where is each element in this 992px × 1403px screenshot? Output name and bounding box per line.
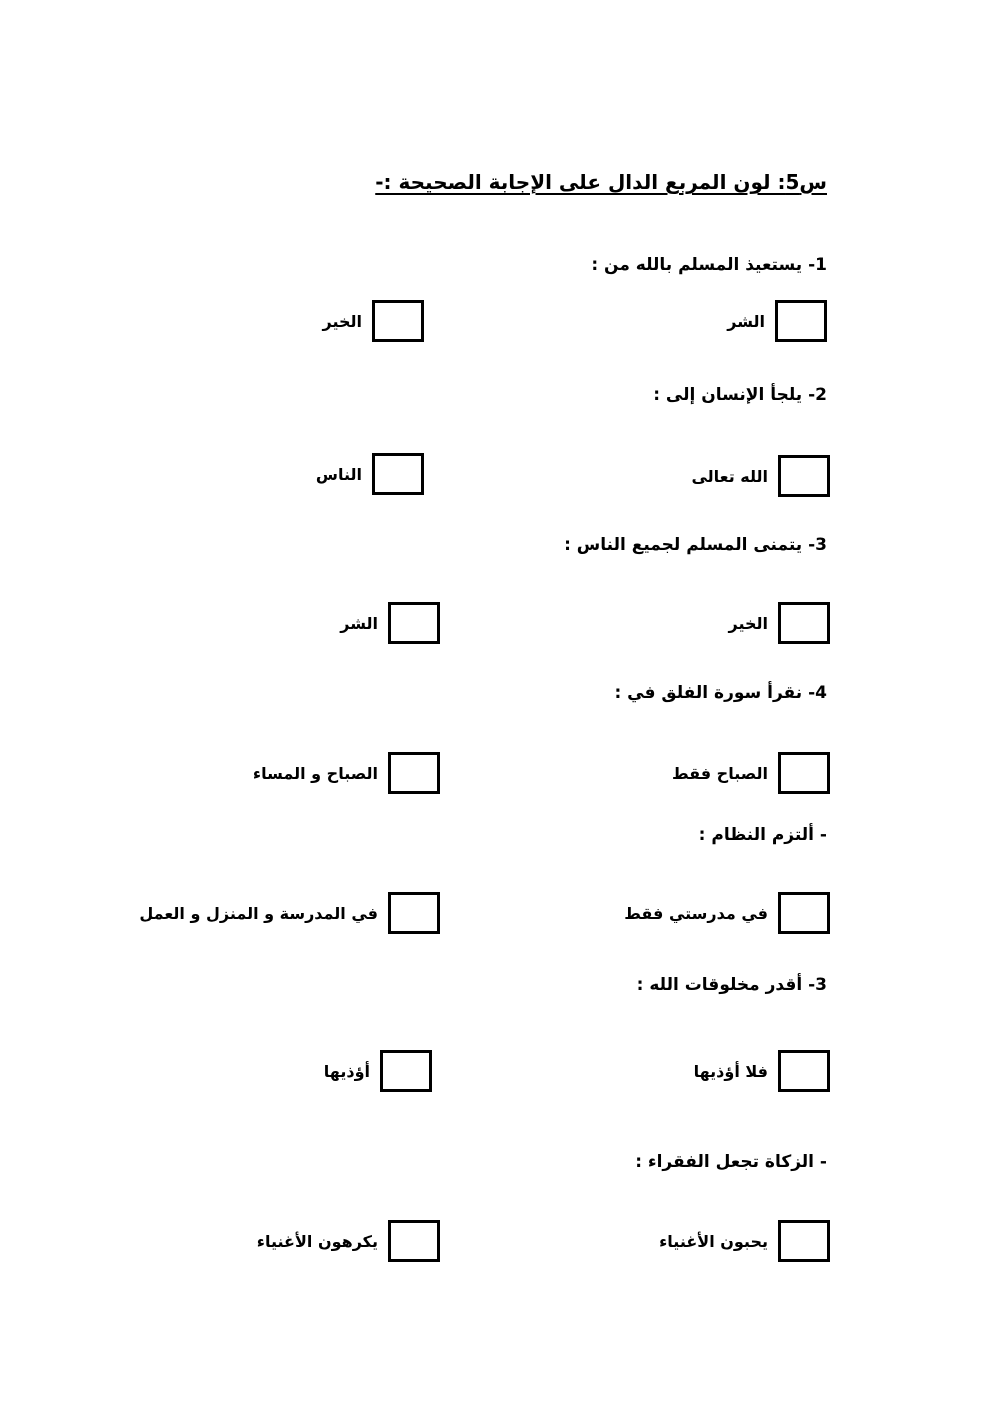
option-label: الخير	[728, 613, 768, 633]
q5-option-a[interactable]	[624, 892, 830, 934]
checkbox-square[interactable]	[775, 300, 827, 342]
option-label: الشر	[727, 311, 765, 331]
option-label: يكرهون الأغنياء	[256, 1231, 378, 1251]
checkbox-square[interactable]	[372, 300, 424, 342]
section-title: س5: لون المربع الدال على الإجابة الصحيحة :-	[375, 170, 827, 194]
q3-option-b[interactable]	[340, 602, 440, 644]
q6-option-b[interactable]	[324, 1050, 432, 1092]
checkbox-square[interactable]	[372, 453, 424, 495]
checkbox-square[interactable]	[778, 1050, 830, 1092]
option-label: الناس	[315, 464, 362, 484]
option-label: الصباح و المساء	[252, 763, 378, 783]
option-label: يحبون الأغنياء	[659, 1231, 768, 1251]
option-label: فلا أؤذيها	[693, 1061, 768, 1081]
q2-option-a[interactable]	[691, 455, 830, 497]
option-label: الشر	[340, 613, 378, 633]
q6-option-a[interactable]	[694, 1050, 830, 1092]
question-7: - الزكاة تجعل الفقراء :	[635, 1152, 827, 1172]
checkbox-square[interactable]	[778, 1220, 830, 1262]
q3-option-a[interactable]	[728, 602, 830, 644]
question-4: 4- نقرأ سورة الفلق في :	[614, 683, 827, 703]
q4-option-b[interactable]	[253, 752, 440, 794]
option-label: في المدرسة و المنزل و العمل	[139, 903, 378, 923]
question-3: 3- يتمنى المسلم لجميع الناس :	[564, 535, 827, 555]
q7-option-b[interactable]	[257, 1220, 440, 1262]
option-label: أؤذيها	[323, 1061, 370, 1081]
question-6: 3- أقدر مخلوقات الله :	[636, 975, 827, 995]
checkbox-square[interactable]	[778, 455, 830, 497]
checkbox-square[interactable]	[388, 602, 440, 644]
option-label: الصباح فقط	[671, 763, 768, 783]
q4-option-a[interactable]	[672, 752, 830, 794]
q2-option-b[interactable]	[316, 453, 424, 495]
option-label: الله تعالى	[691, 466, 768, 486]
checkbox-square[interactable]	[388, 892, 440, 934]
checkbox-square[interactable]	[380, 1050, 432, 1092]
q1-option-a[interactable]	[727, 300, 827, 342]
q7-option-a[interactable]	[659, 1220, 830, 1262]
checkbox-square[interactable]	[778, 892, 830, 934]
checkbox-square[interactable]	[388, 1220, 440, 1262]
checkbox-square[interactable]	[388, 752, 440, 794]
option-label: الخير	[322, 311, 362, 331]
question-2: 2- يلجأ الإنسان إلى :	[653, 385, 827, 405]
question-5: - ألتزم النظام :	[698, 825, 827, 845]
q5-option-b[interactable]	[139, 892, 440, 934]
checkbox-square[interactable]	[778, 752, 830, 794]
option-label: في مدرستي فقط	[624, 903, 768, 923]
checkbox-square[interactable]	[778, 602, 830, 644]
question-1: 1- يستعيذ المسلم بالله من :	[591, 255, 827, 275]
q1-option-b[interactable]	[322, 300, 424, 342]
